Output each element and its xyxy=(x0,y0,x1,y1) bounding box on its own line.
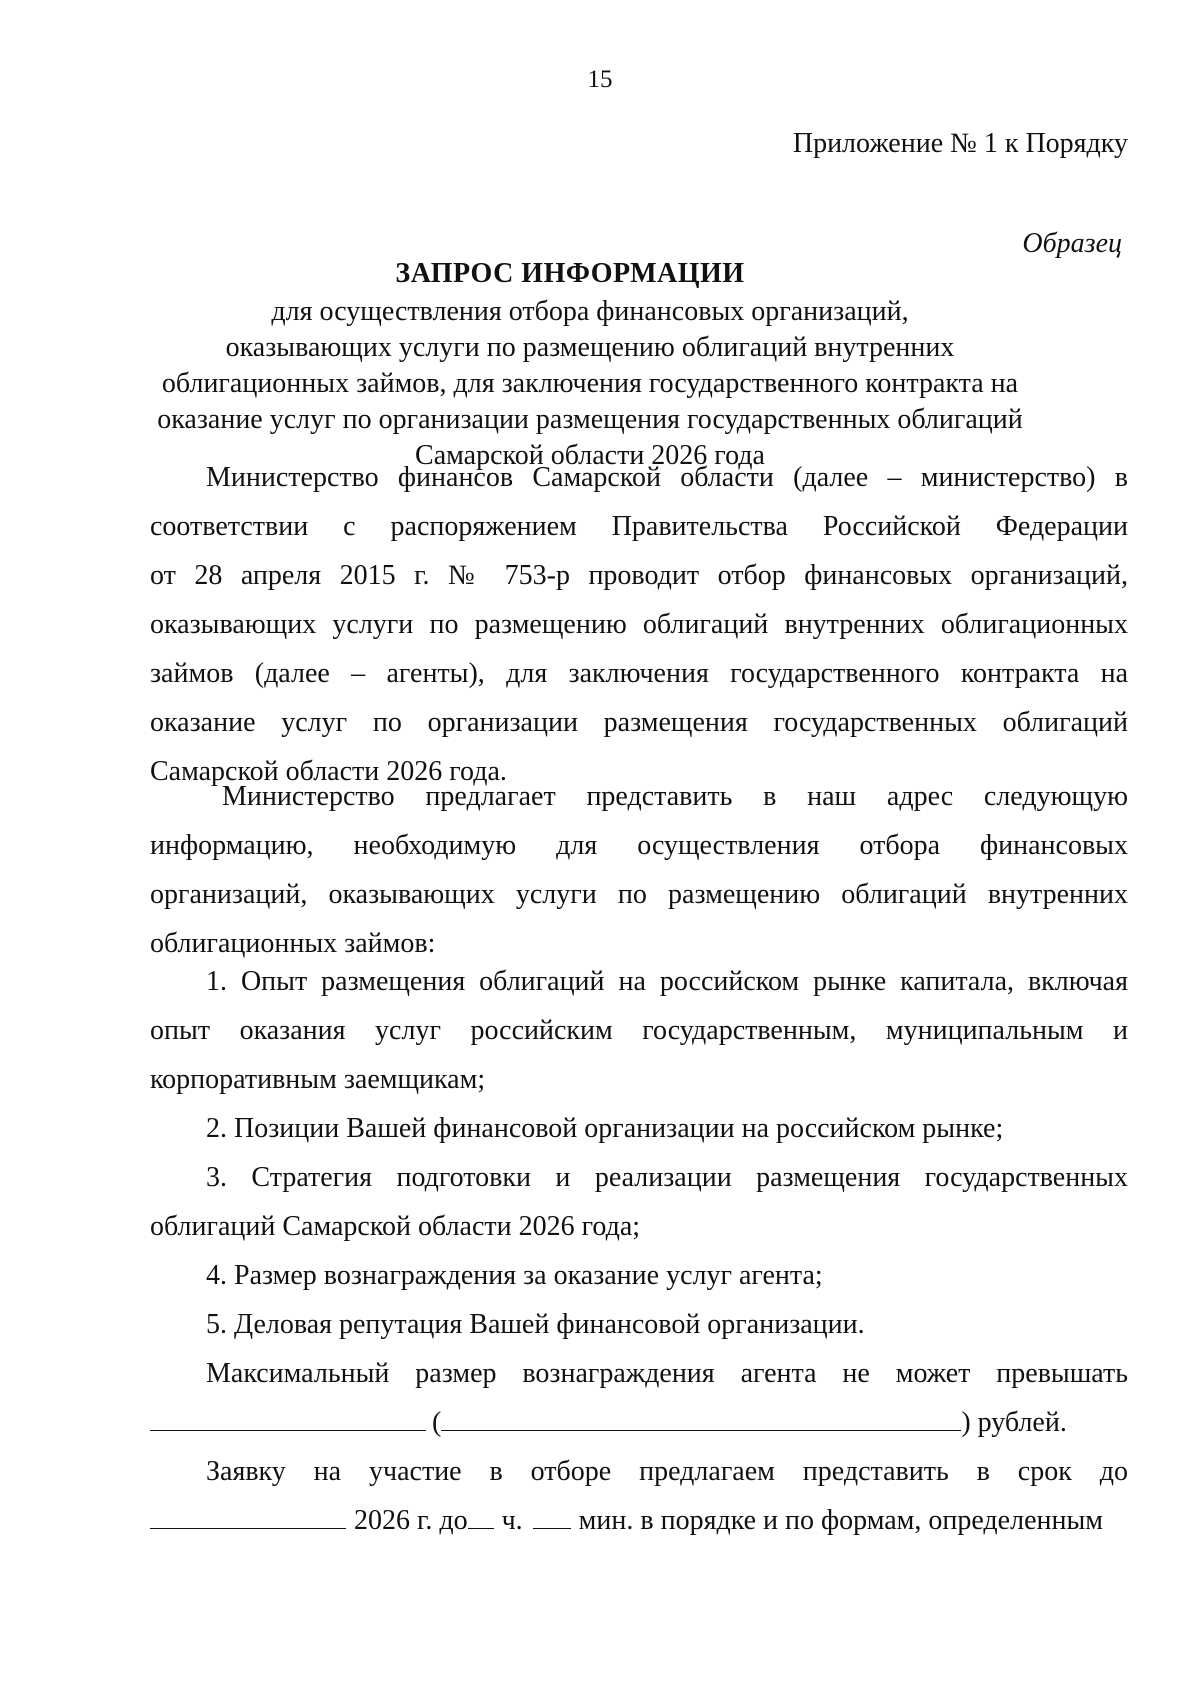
paragraph-line: оказывающих услуги по размещению облигаций внутренних облигационных xyxy=(150,609,1128,640)
sample-label: Образец xyxy=(1022,228,1122,259)
paragraph-line: организаций, оказывающих услуги по размещению облигаций внутренних xyxy=(150,879,1128,910)
list-item: облигаций Самарской области 2026 года; xyxy=(150,1211,641,1242)
document-subtitle xyxy=(150,294,1030,474)
paragraph-line: облигационных займов: xyxy=(150,928,436,959)
list-item: 5. Деловая репутация Вашей финансовой организации. xyxy=(206,1309,865,1340)
list-item: опыт оказания услуг российским государственным, муниципальным и xyxy=(150,1015,1128,1046)
date-blank[interactable] xyxy=(150,1502,346,1529)
deadline-line xyxy=(150,1496,1128,1545)
paragraph-line: Министерство финансов Самарской области (далее – министерство) в xyxy=(206,462,1128,493)
paragraph-line: Самарской области 2026 года. xyxy=(150,756,507,787)
subtitle-line: Самарской области 2026 года xyxy=(415,440,765,471)
appendix-label: Приложение № 1 к Порядку xyxy=(792,128,1128,159)
hours-label: ч. xyxy=(501,1505,523,1536)
minutes-blank[interactable] xyxy=(533,1502,571,1529)
paragraph-line: Заявку на участие в отборе предлагаем представить в срок до xyxy=(206,1456,1128,1487)
paragraph-request xyxy=(150,772,1128,968)
year-label: 2026 г. до xyxy=(354,1505,468,1536)
request-list xyxy=(150,957,1128,1349)
paragraph-line: оказание услуг по организации размещения государственных облигаций xyxy=(150,707,1128,738)
paragraph-line: от 28 апреля 2015 г. № 753-р проводит отбор финансовых организаций, xyxy=(150,560,1128,591)
document-title: ЗАПРОС ИНФОРМАЦИИ xyxy=(395,258,745,289)
paragraph-ministry-intro xyxy=(150,453,1128,796)
rubles-label: ) рублей. xyxy=(961,1407,1067,1438)
paragraph-line: соответствии с распоряжением Правительства Российской Федерации xyxy=(150,511,1128,542)
subtitle-line: оказывающих услуги по размещению облигаций внутренних xyxy=(225,332,955,363)
paragraph-line: займов (далее – агенты), для заключения государственного контракта на xyxy=(150,658,1128,689)
list-item: 2. Позиции Вашей финансовой организации на российском рынке; xyxy=(206,1113,1004,1144)
minutes-label: мин. в порядке и по формам, определенным xyxy=(578,1505,1104,1536)
list-item: 4. Размер вознаграждения за оказание услуг агента; xyxy=(206,1260,823,1291)
fee-amount-words-blank[interactable] xyxy=(441,1404,961,1431)
paragraph-application xyxy=(150,1447,1128,1545)
fee-amount-blank[interactable] xyxy=(150,1404,426,1431)
paragraph-line: информацию, необходимую для осуществления отбора финансовых xyxy=(150,830,1128,861)
list-item: корпоративным заемщикам; xyxy=(150,1064,486,1095)
hours-blank[interactable] xyxy=(468,1502,494,1529)
list-item: 1. Опыт размещения облигаций на российском рынке капитала, включая xyxy=(206,966,1128,997)
paragraph-line: Министерство предлагает представить в наш адрес следующую xyxy=(222,781,1128,812)
paragraph-max-fee xyxy=(150,1349,1128,1447)
page-number: 15 xyxy=(587,66,613,93)
open-paren: ( xyxy=(432,1407,442,1438)
subtitle-line: облигационных займов, для заключения государственного контракта на xyxy=(161,368,1019,399)
subtitle-line: оказание услуг по организации размещения государственных облигаций xyxy=(157,404,1023,435)
fee-amount-line xyxy=(150,1398,1128,1447)
list-item: 3. Стратегия подготовки и реализации размещения государственных xyxy=(206,1162,1128,1193)
paragraph-line: Максимальный размер вознаграждения агента не может превышать xyxy=(206,1358,1128,1389)
subtitle-line: для осуществления отбора финансовых организаций, xyxy=(271,296,909,327)
